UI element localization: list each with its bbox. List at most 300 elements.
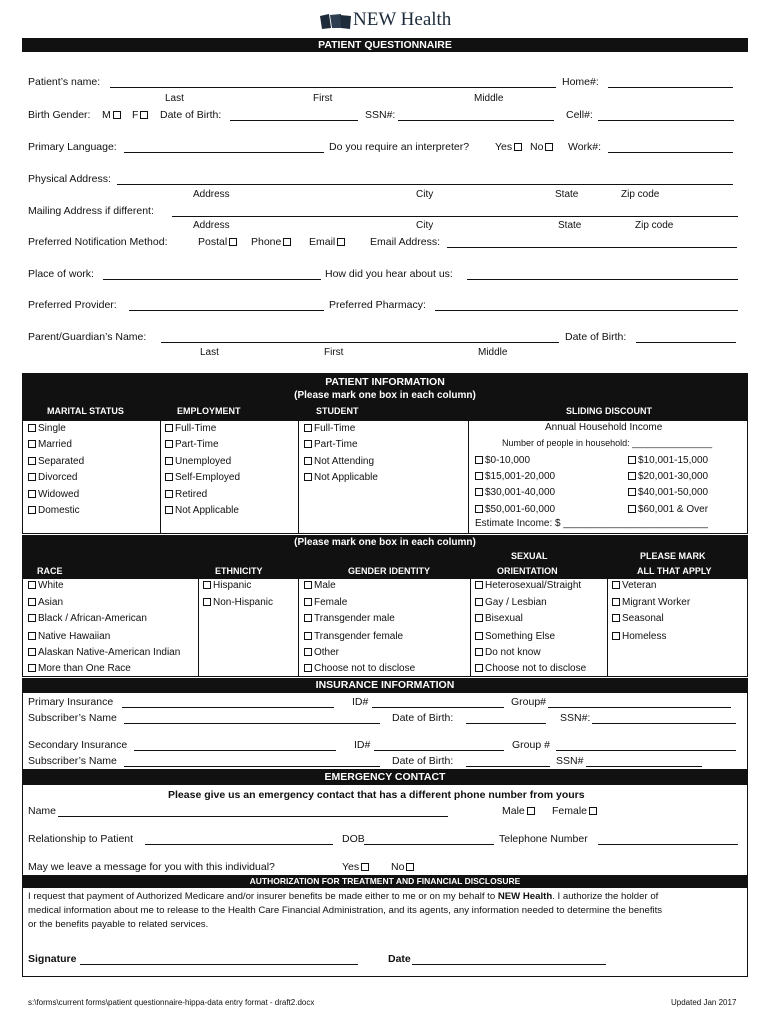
hear-about-field[interactable] [467, 270, 738, 280]
income-range-option[interactable] [473, 471, 555, 482]
employment-head: EMPLOYMENT [177, 406, 241, 416]
secondary-insurance-field[interactable] [134, 741, 336, 751]
sub-city-2: City [416, 220, 434, 231]
home-phone-label: Home#: [562, 76, 599, 88]
gender-option-label: Transgender male [314, 613, 395, 624]
orientation-option-label: Gay / Lesbian [485, 597, 547, 608]
orientation-option[interactable] [473, 663, 586, 674]
secondary-id-field[interactable] [374, 741, 504, 751]
emergency-name-label: Name [28, 805, 57, 817]
checkbox[interactable] [28, 614, 36, 622]
sub-zip-2: Zip code [635, 220, 674, 231]
emergency-name-field[interactable] [58, 807, 448, 817]
employment-option[interactable] [163, 489, 207, 500]
divider [298, 420, 299, 534]
primary-group-field[interactable] [548, 698, 731, 708]
primary-group-label: Group# [511, 696, 547, 708]
checkbox[interactable] [304, 598, 312, 606]
checkbox[interactable] [165, 506, 173, 514]
estimate-income[interactable]: Estimate Income: $ __________________________ [475, 518, 708, 529]
form-title-bar: PATIENT QUESTIONNAIRE [22, 38, 748, 52]
checkbox[interactable] [28, 457, 36, 465]
sub-address: Address [193, 189, 230, 200]
checkbox[interactable] [165, 490, 173, 498]
pharmacy-field[interactable] [435, 301, 738, 311]
sub-city: City [416, 189, 434, 200]
yes-label: Yes [495, 141, 513, 153]
divider [468, 420, 469, 534]
footer-file-path: s:\forms\current forms\patient questionnaire-hippa-data entry format - draft2.docx [28, 998, 315, 1007]
divider [607, 578, 608, 677]
secondary-group-field[interactable] [556, 741, 736, 751]
notif-email[interactable] [309, 236, 347, 248]
race-head: RACE [37, 566, 63, 576]
gender-option-label: Other [314, 647, 340, 658]
checkbox[interactable] [612, 598, 620, 606]
annual-income-label: Annual Household Income [545, 422, 663, 433]
provider-field[interactable] [129, 301, 324, 311]
sub-address-2: Address [193, 220, 230, 231]
checkbox[interactable] [165, 440, 173, 448]
emergency-female[interactable] [552, 805, 599, 817]
race-option[interactable] [26, 663, 131, 674]
message-no[interactable] [391, 861, 416, 873]
marital-option-label: Divorced [38, 472, 78, 484]
emergency-dob-field[interactable] [364, 835, 494, 845]
authorization-text-line3: or the benefits payable to related services. [28, 919, 209, 930]
checkbox-interp-yes[interactable] [514, 143, 522, 151]
cell-field[interactable] [598, 111, 734, 121]
emergency-header: EMERGENCY CONTACT [22, 770, 748, 784]
checkbox-m[interactable] [113, 111, 121, 119]
checkbox-msg-yes[interactable] [361, 863, 369, 871]
student-option-label: Not Attending [314, 455, 375, 467]
demographics-subtitle: (Please mark one box in each column) [294, 537, 476, 548]
dob-field[interactable] [230, 111, 358, 121]
employment-option-label: Unemployed [175, 455, 232, 467]
message-yes[interactable] [342, 861, 371, 873]
orientation-option[interactable] [473, 631, 555, 642]
subscriber-2-ssn-label: SSN# [556, 755, 584, 767]
employment-option-label: Not Applicable [175, 505, 239, 516]
checkbox[interactable] [475, 488, 483, 496]
language-field[interactable] [124, 143, 324, 153]
primary-insurance-field[interactable] [122, 698, 334, 708]
apply-option-label: Homeless [622, 631, 667, 642]
income-range-option[interactable] [626, 504, 708, 515]
subscriber-field[interactable] [124, 714, 380, 724]
race-option[interactable] [26, 580, 64, 591]
ssn-label: SSN#: [365, 109, 396, 121]
apply-head-1: PLEASE MARK [640, 551, 706, 561]
income-range-label: $0-10,000 [485, 455, 531, 466]
race-option-label: Asian [38, 597, 64, 608]
apply-option[interactable] [610, 613, 664, 624]
authorization-text-line2: medical information about me to release to the Health Care Financial Administration, and its agents, any information needed to determine the benefits [28, 905, 663, 916]
income-range-label: $30,001-40,000 [485, 487, 556, 498]
checkbox[interactable] [612, 632, 620, 640]
msg-yes-label: Yes [342, 861, 360, 873]
race-option[interactable] [26, 597, 63, 608]
divider [198, 578, 199, 677]
marital-option[interactable] [26, 472, 77, 483]
sub-guardian-middle: Middle [478, 347, 508, 358]
marital-option-label: Married [38, 439, 72, 451]
apply-option[interactable] [610, 597, 690, 608]
dob-label: Date of Birth: [160, 109, 222, 121]
checkbox[interactable] [28, 648, 36, 656]
sub-state: State [555, 189, 579, 200]
subscriber-dob-label: Date of Birth: [392, 712, 454, 724]
language-label: Primary Language: [28, 141, 117, 153]
income-range-option[interactable] [626, 487, 708, 498]
guardian-dob-label: Date of Birth: [565, 331, 627, 343]
student-option-label: Not Applicable [314, 472, 378, 484]
student-option-label: Part-Time [314, 439, 358, 451]
emergency-instruction: Please give us an emergency contact that has a different phone number from yours [168, 789, 585, 801]
checkbox[interactable] [203, 581, 211, 589]
checkbox-msg-no[interactable] [406, 863, 414, 871]
checkbox[interactable] [304, 648, 312, 656]
checkbox[interactable] [28, 440, 36, 448]
income-range-label: $50,001-60,000 [485, 504, 556, 515]
orientation-option[interactable] [473, 647, 541, 658]
logo-text: NEW Health [353, 9, 452, 30]
checkbox[interactable] [475, 456, 483, 464]
checkbox[interactable] [628, 505, 636, 513]
checkbox[interactable] [475, 472, 483, 480]
checkbox[interactable] [304, 440, 312, 448]
employment-option-label: Retired [175, 488, 208, 500]
work-label: Work#: [568, 141, 602, 153]
gender-option[interactable] [302, 613, 395, 624]
gender-option[interactable] [302, 597, 347, 608]
estimate-label: Estimate Income: $ [475, 518, 561, 529]
physical-address-label: Physical Address: [28, 173, 111, 185]
student-option[interactable] [302, 456, 374, 467]
income-range-option[interactable] [626, 455, 708, 466]
orientation-option-label: Choose not to disclose [485, 663, 587, 674]
work-field[interactable] [608, 143, 733, 153]
race-option-label: White [38, 580, 64, 591]
apply-option-label: Migrant Worker [622, 597, 691, 608]
patient-info-title: PATIENT INFORMATION [325, 376, 445, 388]
income-range-label: $15,001-20,000 [485, 471, 556, 482]
gender-option[interactable] [302, 647, 339, 658]
sub-zip: Zip code [621, 189, 660, 200]
race-option-label: Black / African-American [38, 613, 147, 624]
female-label: Female [552, 805, 588, 817]
checkbox[interactable] [475, 648, 483, 656]
orientation-option-label: Bisexual [485, 613, 523, 624]
secondary-id-label: ID# [354, 739, 371, 751]
divider [470, 578, 471, 677]
people-in-household-label: Number of people in household: ________________ [502, 438, 713, 448]
checkbox-interp-no[interactable] [545, 143, 553, 151]
sub-middle: Middle [474, 93, 504, 104]
notification-label: Preferred Notification Method: [28, 236, 168, 248]
sub-guardian-last: Last [200, 347, 219, 358]
email-address-field[interactable] [447, 238, 737, 248]
footer-updated: Updated Jan 2017 [671, 998, 737, 1007]
income-range-label: $60,001 & Over [638, 504, 709, 515]
checkbox[interactable] [28, 664, 36, 672]
income-range-option[interactable] [473, 455, 530, 466]
sub-guardian-first: First [324, 347, 344, 358]
student-option[interactable] [302, 439, 358, 450]
checkbox[interactable] [628, 456, 636, 464]
birth-gender-f[interactable] [132, 109, 150, 121]
patient-info-subtitle: (Please mark one box in each column) [294, 390, 476, 401]
checkbox[interactable] [203, 598, 211, 606]
checkbox-f[interactable] [140, 111, 148, 119]
marital-option-label: Single [38, 423, 66, 434]
apply-option[interactable] [610, 631, 666, 642]
ethnicity-option[interactable] [201, 597, 273, 608]
phone-label: Phone [251, 236, 282, 248]
checkbox[interactable] [612, 581, 620, 589]
subscriber-2-dob-label: Date of Birth: [392, 755, 454, 767]
checkbox-male[interactable] [527, 807, 535, 815]
subscriber-ssn-label: SSN#: [560, 712, 591, 724]
telephone-field[interactable] [598, 835, 738, 845]
orientation-option[interactable] [473, 597, 547, 608]
checkbox-female[interactable] [589, 807, 597, 815]
divider [160, 420, 161, 534]
checkbox[interactable] [475, 632, 483, 640]
orientation-option-label: Something Else [485, 631, 556, 642]
subscriber-label: Subscriber’s Name [28, 712, 117, 724]
employment-option[interactable] [163, 423, 216, 434]
date-label: Date [388, 953, 411, 965]
employment-option[interactable] [163, 439, 219, 450]
orientation-option-label: Heterosexual/Straight [485, 580, 582, 591]
pharmacy-label: Preferred Pharmacy: [329, 299, 426, 311]
checkbox[interactable] [28, 473, 36, 481]
subscriber-2-ssn-field[interactable] [586, 757, 702, 767]
orientation-option[interactable] [473, 613, 523, 624]
emergency-male[interactable] [502, 805, 537, 817]
insurance-header: INSURANCE INFORMATION [22, 678, 748, 692]
secondary-insurance-label: Secondary Insurance [28, 739, 128, 751]
interpreter-no[interactable] [530, 141, 555, 153]
income-range-option[interactable] [473, 504, 555, 515]
checkbox[interactable] [304, 632, 312, 640]
marital-status-head: MARITAL STATUS [47, 406, 124, 416]
apply-option-label: Veteran [622, 580, 657, 591]
race-option-label: Native Hawaiian [38, 631, 111, 642]
income-range-option[interactable] [626, 471, 708, 482]
ethnicity-option[interactable] [201, 580, 251, 591]
employment-option[interactable] [163, 505, 239, 516]
primary-id-label: ID# [352, 696, 369, 708]
checkbox[interactable] [304, 473, 312, 481]
checkbox[interactable] [304, 581, 312, 589]
cell-label: Cell#: [566, 109, 593, 121]
marital-option[interactable] [26, 489, 79, 500]
checkbox[interactable] [475, 581, 483, 589]
divider [298, 578, 299, 677]
date-field[interactable] [412, 955, 606, 965]
guardian-name-label: Parent/Guardian’s Name: [28, 331, 147, 343]
guardian-name-field[interactable] [161, 333, 559, 343]
employment-option[interactable] [163, 456, 231, 467]
income-range-label: $10,001-15,000 [638, 455, 709, 466]
employment-option-label: Part-Time [175, 439, 219, 451]
postal-label: Postal [198, 236, 228, 248]
subscriber-2-field[interactable] [124, 757, 380, 767]
gender-option-label: Male [314, 580, 336, 591]
income-range-option[interactable] [473, 487, 555, 498]
place-of-work-field[interactable] [103, 270, 321, 280]
checkbox[interactable] [475, 505, 483, 513]
home-phone-field[interactable] [608, 78, 733, 88]
race-option[interactable] [26, 613, 147, 624]
auth-brand: NEW Health [497, 891, 553, 902]
guardian-dob-field[interactable] [636, 333, 736, 343]
marital-option[interactable] [26, 439, 72, 450]
checkbox-email[interactable] [337, 238, 345, 246]
f-label: F [132, 109, 139, 121]
marital-option-label: Separated [38, 455, 85, 467]
checkbox-phone[interactable] [283, 238, 291, 246]
gender-option[interactable] [302, 663, 415, 674]
primary-insurance-label: Primary Insurance [28, 696, 114, 708]
checkbox[interactable] [475, 598, 483, 606]
emergency-dob-label: DOB [342, 833, 365, 845]
ethnicity-head: ETHNICITY [215, 566, 263, 576]
subscriber-2-dob-field[interactable] [466, 757, 550, 767]
student-head: STUDENT [316, 406, 359, 416]
telephone-label: Telephone Number [499, 833, 588, 845]
employment-option-label: Full-Time [175, 423, 217, 434]
authorization-text-line1 [28, 891, 658, 902]
ssn-field[interactable] [398, 111, 554, 121]
sub-state-2: State [558, 220, 582, 231]
checkbox[interactable] [628, 488, 636, 496]
patient-name-field[interactable] [110, 78, 556, 88]
email-address-label: Email Address: [370, 236, 441, 248]
relationship-field[interactable] [145, 835, 333, 845]
orientation-head-1: SEXUAL [511, 551, 548, 561]
checkbox[interactable] [165, 457, 173, 465]
checkbox-postal[interactable] [229, 238, 237, 246]
sub-first: First [313, 93, 333, 104]
signature-field[interactable] [80, 955, 358, 965]
race-option-label: More than One Race [38, 663, 131, 674]
ethnicity-option-label: Hispanic [213, 580, 252, 591]
birth-gender-label: Birth Gender: [28, 109, 91, 121]
employment-option-label: Self-Employed [175, 472, 241, 484]
checkbox[interactable] [165, 424, 173, 432]
checkbox[interactable] [165, 473, 173, 481]
checkbox[interactable] [28, 424, 36, 432]
authorization-header: AUTHORIZATION FOR TREATMENT AND FINANCIAL DISCLOSURE [22, 876, 748, 887]
secondary-group-label: Group # [512, 739, 550, 751]
subscriber-dob-field[interactable] [466, 714, 546, 724]
signature-label: Signature [28, 953, 77, 965]
m-label: M [102, 109, 111, 121]
marital-option[interactable] [26, 423, 66, 434]
no-label: No [530, 141, 544, 153]
hear-about-label: How did you hear about us: [325, 268, 453, 280]
income-range-label: $20,001-30,000 [638, 471, 709, 482]
msg-no-label: No [391, 861, 405, 873]
ethnicity-option-label: Non-Hispanic [213, 597, 274, 608]
checkbox[interactable] [475, 664, 483, 672]
interpreter-yes[interactable] [495, 141, 524, 153]
email-label: Email [309, 236, 336, 248]
apply-option-label: Seasonal [622, 613, 664, 624]
marital-option[interactable] [26, 456, 84, 467]
apply-option[interactable] [610, 580, 656, 591]
auth-text-2: . I authorize the holder of [552, 891, 659, 902]
checkbox[interactable] [304, 664, 312, 672]
relationship-label: Relationship to Patient [28, 833, 134, 845]
marital-option[interactable] [26, 505, 80, 516]
patient-name-label: Patient’s name: [28, 76, 101, 88]
notif-phone[interactable] [251, 236, 293, 248]
checkbox[interactable] [28, 598, 36, 606]
physical-address-field[interactable] [117, 175, 733, 185]
checkbox[interactable] [304, 614, 312, 622]
subscriber-2-label: Subscriber’s Name [28, 755, 117, 767]
checkbox[interactable] [628, 472, 636, 480]
employment-option[interactable] [163, 472, 240, 483]
mailing-address-field[interactable] [172, 207, 738, 217]
sliding-discount-head: SLIDING DISCOUNT [566, 406, 653, 416]
birth-gender-m[interactable] [102, 109, 123, 121]
gender-option-label: Transgender female [314, 631, 404, 642]
race-option[interactable] [26, 647, 180, 658]
male-label: Male [502, 805, 525, 817]
checkbox[interactable] [28, 581, 36, 589]
student-option-label: Full-Time [314, 423, 356, 434]
checkbox[interactable] [475, 614, 483, 622]
race-option-label: Alaskan Native-American Indian [38, 647, 181, 658]
gender-option[interactable] [302, 631, 403, 642]
people-label: Number of people in household: [502, 438, 630, 448]
student-option[interactable] [302, 472, 378, 483]
race-option[interactable] [26, 631, 110, 642]
checkbox[interactable] [612, 614, 620, 622]
checkbox[interactable] [304, 424, 312, 432]
auth-text-1: I request that payment of Authorized Medicare and/or insurer benefits be made either to me or on my behalf to [28, 891, 496, 902]
gender-option[interactable] [302, 580, 336, 591]
orientation-option-label: Do not know [485, 647, 541, 658]
checkbox[interactable] [28, 506, 36, 514]
subscriber-ssn-field[interactable] [592, 714, 736, 724]
gender-identity-head: GENDER IDENTITY [348, 566, 431, 576]
marital-option-label: Widowed [38, 488, 80, 500]
checkbox[interactable] [28, 632, 36, 640]
apply-head-2: ALL THAT APPLY [637, 566, 712, 576]
logo-icon [319, 13, 353, 30]
primary-id-field[interactable] [372, 698, 504, 708]
checkbox[interactable] [304, 457, 312, 465]
gender-option-label: Female [314, 597, 348, 608]
orientation-option[interactable] [473, 580, 581, 591]
checkbox[interactable] [28, 490, 36, 498]
notif-postal[interactable] [198, 236, 239, 248]
sub-last: Last [165, 93, 184, 104]
student-option[interactable] [302, 423, 355, 434]
orientation-head-2: ORIENTATION [497, 566, 558, 576]
marital-option-label: Domestic [38, 505, 80, 516]
gender-option-label: Choose not to disclose [314, 663, 416, 674]
mailing-address-label: Mailing Address if different: [28, 205, 154, 217]
income-range-label: $40,001-50,000 [638, 487, 709, 498]
